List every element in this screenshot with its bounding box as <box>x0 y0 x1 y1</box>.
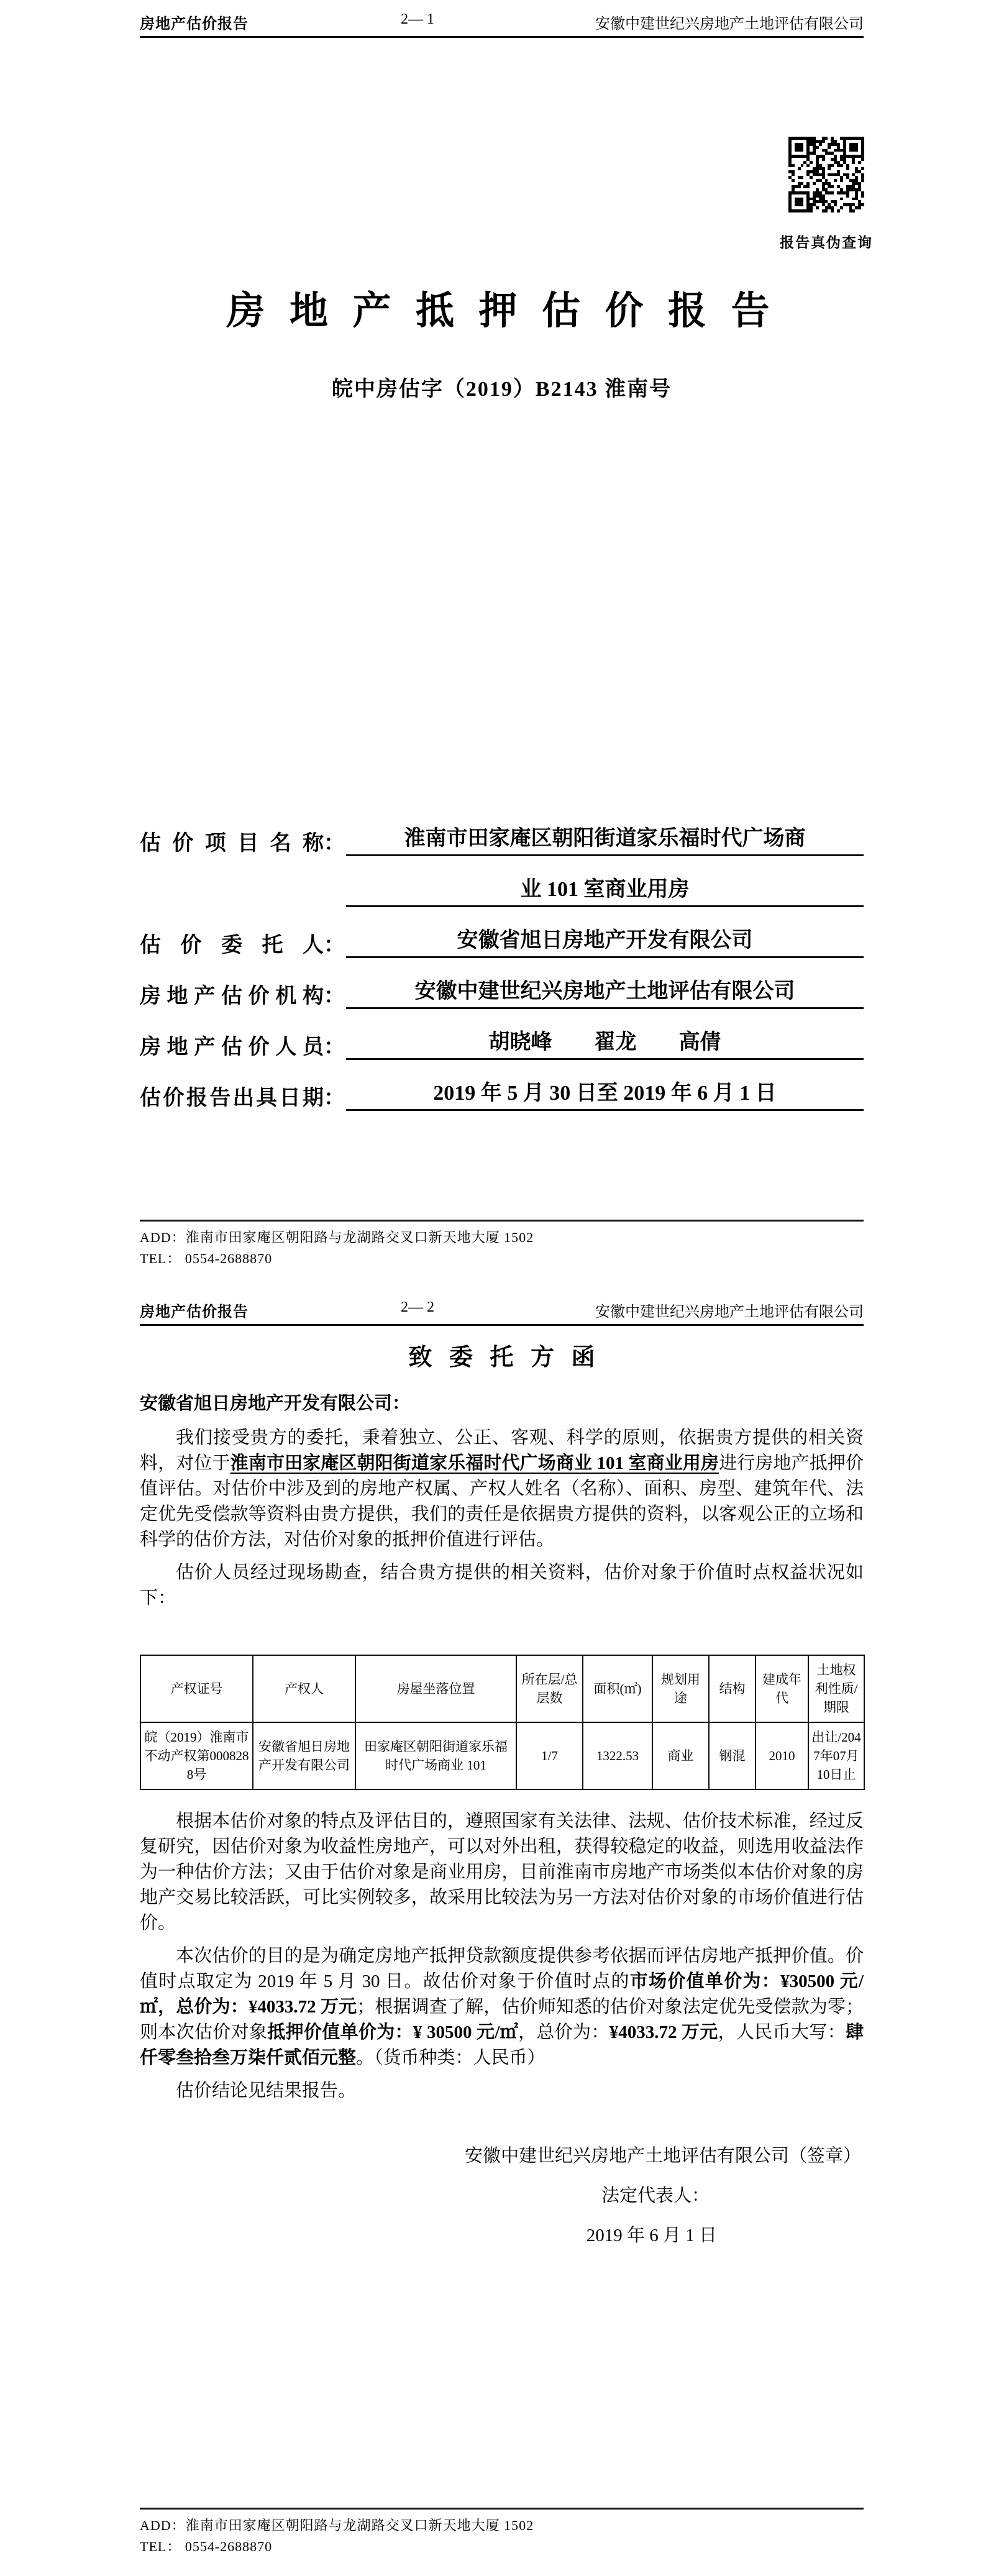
footer-address: ADD：淮南市田家庵区朝阳路与龙湖路交叉口新天地大厦 1502 <box>140 2518 534 2533</box>
market-value-label: 市场价值单价为： <box>629 1971 781 1991</box>
table-header-cell: 土地权利性质/期限 <box>808 1655 864 1722</box>
table-cell: 钢混 <box>709 1722 755 1789</box>
table-cell: 1322.53 <box>583 1722 652 1789</box>
table-header-row <box>140 1655 864 1722</box>
table-header-cell: 产权人 <box>253 1655 355 1722</box>
header-doc-type: 房地产估价报告 <box>140 16 249 32</box>
qr-caption: 报告真伪查询 <box>780 235 873 250</box>
field-colon: ： <box>324 1087 345 1110</box>
field-value: 安徽省旭日房地产开发有限公司 <box>346 923 864 958</box>
paragraph-conclusion: 估价结论见结果报告。 <box>176 2081 357 2101</box>
table-header-cell: 结构 <box>709 1655 755 1722</box>
field-label: 估价报告出具日期 <box>140 1087 324 1110</box>
text-segment: ；根据调查了解，估价师知悉的估价对象法定优先受偿款为零；则本次估价对象 <box>140 1997 864 2042</box>
field-value: 2019 年 5 月 30 日至 2019 年 6 月 1 日 <box>346 1076 864 1111</box>
field-colon: ： <box>324 934 345 957</box>
text-segment: 本次估价的目的是为确定房地产抵押贷款额度提供参考依据而评估房地产抵押价值。价值时点取定为 2019 年 5 月 30 日。故估价对象于价值时点的 <box>140 1946 864 1991</box>
field-issue-date <box>140 1075 864 1111</box>
field-colon: ： <box>324 832 345 855</box>
table-header-cell: 产权证号 <box>140 1655 253 1722</box>
signature-legal-rep: 法定代表人： <box>601 2186 710 2206</box>
header-company-name: 安徽中建世纪兴房地产土地评估有限公司 <box>595 16 864 32</box>
table-header-cell: 规划用途 <box>652 1655 709 1722</box>
header-company-name: 安徽中建世纪兴房地产土地评估有限公司 <box>595 1304 864 1320</box>
page-2 <box>0 1288 986 2576</box>
signature-company: 安徽中建世纪兴房地产土地评估有限公司（签章） <box>464 2146 861 2166</box>
field-colon: ： <box>324 1036 345 1059</box>
field-value: 淮南市田家庵区朝阳街道家乐福时代广场商 <box>346 821 864 856</box>
field-colon: ： <box>324 985 345 1008</box>
qr-code <box>788 137 864 212</box>
table-header-cell: 建成年代 <box>755 1655 808 1722</box>
table-cell: 出让/2047年07月10日止 <box>808 1722 864 1789</box>
table-cell: 1/7 <box>516 1722 583 1789</box>
page-header <box>140 10 864 38</box>
market-value-amount: ¥30500 元/㎡，总价为：¥4033.72 万元 <box>140 1971 864 2017</box>
signature-block <box>140 2136 864 2255</box>
text-segment: 我们接受贵方的委托，秉着独立、公正、客观、科学的原则，依据贵方提供的相关资料，对位于 <box>140 1428 864 1473</box>
footer-address: ADD：淮南市田家庵区朝阳路与龙湖路交叉口新天地大厦 1502 <box>140 1230 534 1245</box>
page-footer <box>140 2508 864 2557</box>
text-segment: 进行房地产抵押价值评估。对估价中涉及到的房地产权属、产权人姓名（名称）、面积、房型、建筑年代、法定优先受偿款等资料由贵方提供，我们的责任是依据贵方提供的资料，以客观公正的立场和科学的估价方法，对估价对象的抵押价值进行评估。 <box>140 1453 864 1550</box>
table-header-cell: 面积(㎡) <box>583 1655 652 1722</box>
letter-body <box>140 1391 864 2255</box>
mortgage-value-label: 抵押价值单价为： <box>267 2022 413 2042</box>
paragraph-valuation <box>140 1943 864 2071</box>
table-row <box>140 1722 864 1789</box>
field-value: 胡晓峰 翟龙 高倩 <box>346 1025 864 1060</box>
paragraph-method: 根据本估价对象的特点及评估目的，遵照国家有关法律、法规、估价技术标准，经过反复研究，因估价对象为收益性房地产，可以对外出租，获得较稳定的收益，则选用收益法作为一种估价方法；又由于估价对象是商业用房，目前淮南市房地产市场类似本估价对象的房地产交易比较活跃，可比实例较多，故采用比较法为另一方法对估价对象的市场价值进行估价。 <box>140 1811 864 1933</box>
footer-tel: TEL： 0554-2688870 <box>140 2539 273 2554</box>
field-value: 业 101 室商业用房 <box>346 872 864 907</box>
text-segment: ，总价为： <box>518 2022 609 2042</box>
table-cell: 商业 <box>652 1722 709 1789</box>
qr-block <box>780 137 873 252</box>
property-name-highlight: 淮南市田家庵区朝阳街道家乐福时代广场商业 101 室商业用房 <box>230 1453 719 1473</box>
field-project-name-line2 <box>140 871 864 907</box>
paragraph-survey: 估价人员经过现场勘查，结合贵方提供的相关资料，估价对象于价值时点权益状况如下： <box>140 1563 864 1608</box>
signature-date: 2019 年 6 月 1 日 <box>586 2226 717 2245</box>
table-header-cell: 所在层/总层数 <box>516 1655 583 1722</box>
page-header <box>140 1298 864 1326</box>
table-cell: 2010 <box>755 1722 808 1789</box>
cover-fields <box>140 820 864 1126</box>
report-title: 房 地 产 抵 押 估 价 报 告 <box>226 290 777 332</box>
field-project-name <box>140 820 864 856</box>
letter-title: 致 委 托 方 函 <box>408 1345 601 1371</box>
page-footer <box>140 1220 864 1269</box>
property-table <box>140 1655 865 1790</box>
field-label: 估价委托人 <box>140 934 324 957</box>
field-value: 安徽中建世纪兴房地产土地评估有限公司 <box>346 974 864 1009</box>
paragraph-intro <box>140 1425 864 1553</box>
field-label: 房地产估价人员 <box>140 1036 324 1059</box>
field-label: 房地产估价机构 <box>140 985 324 1008</box>
mortgage-total-price: ¥4033.72 万元 <box>609 2022 718 2042</box>
report-number: 皖中房估字（2019）B2143 淮南号 <box>331 378 672 401</box>
table-cell: 田家庵区朝阳街道家乐福时代广场商业 101 <box>355 1722 516 1789</box>
field-agency <box>140 973 864 1009</box>
table-cell: 安徽省旭日房地产开发有限公司 <box>253 1722 355 1789</box>
field-appraisers <box>140 1024 864 1060</box>
text-segment: ，人民币大写： <box>718 2022 846 2042</box>
table-header-cell: 房屋坐落位置 <box>355 1655 516 1722</box>
field-client <box>140 922 864 958</box>
field-label: 估价项目名称 <box>140 832 324 855</box>
header-doc-type: 房地产估价报告 <box>140 1304 249 1320</box>
table-cell: 皖（2019）淮南市不动产权第0008288号 <box>140 1722 253 1789</box>
amount-in-words: 肆仟零叁拾叁万柒仟贰佰元整 <box>140 2022 864 2068</box>
letter-addressee: 安徽省旭日房地产开发有限公司： <box>140 1394 411 1414</box>
header-page-number: 2— 2 <box>401 1299 434 1315</box>
footer-tel: TEL： 0554-2688870 <box>140 1251 273 1266</box>
mortgage-unit-price: ¥ 30500 元/㎡ <box>413 2022 519 2042</box>
text-segment: 。（货币种类：人民币） <box>356 2048 545 2068</box>
header-page-number: 2— 1 <box>401 11 434 27</box>
